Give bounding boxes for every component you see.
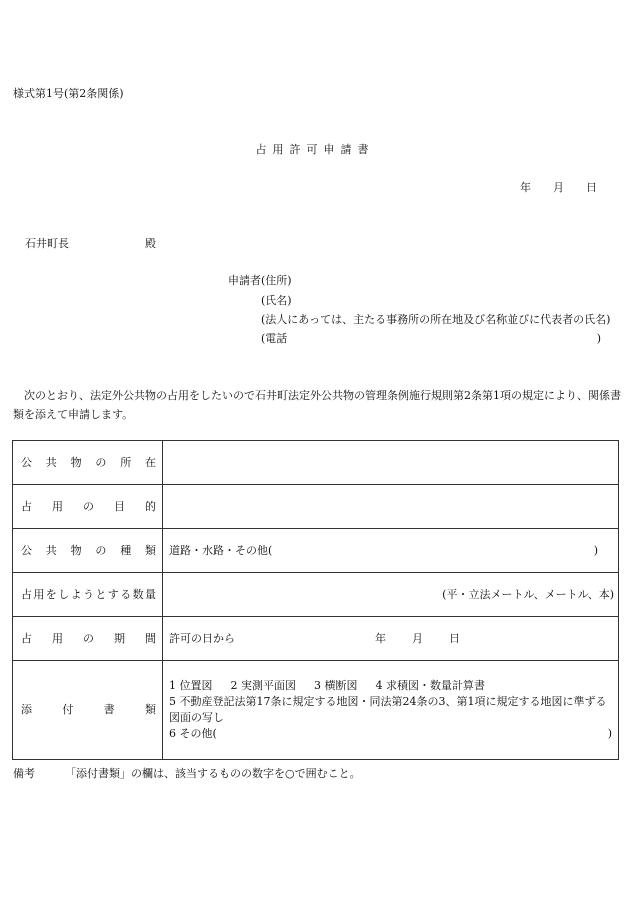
table-row [13, 661, 619, 760]
attachments-line-1 [169, 678, 612, 694]
type-close: ) [593, 543, 598, 557]
attachment-6-close: ) [607, 727, 612, 740]
attachment-item-3[interactable]: 3 横断図 [314, 679, 358, 692]
attachments-line-6 [169, 726, 612, 742]
quantity-label-cell [13, 573, 163, 617]
applicant-phone-label [261, 331, 601, 346]
applicant-name-label: (氏名) [261, 294, 292, 307]
addressee [25, 236, 156, 251]
document-title: 占用許可申請書 [255, 143, 375, 156]
phone-close: ) [596, 332, 601, 345]
remarks-note: 「添付書類」の欄は、該当するものの数字を○で囲むこと。 [65, 767, 361, 780]
form-number-label: 様式第1号(第2条関係) [13, 87, 124, 100]
attachments-label: 添付書類 [21, 703, 156, 717]
application-statement: 次のとおり、法定外公共物の占用をしたいので石井町法定外公共物の管理条例施行規則第2条第1項の規定により、関係書類を添えて申請します。 [13, 389, 621, 421]
applicant-corporation-note: (法人にあっては、主たる事務所の所在地及び名称並びに代表者の氏名) [261, 313, 611, 326]
type-label: 公共物の種類 [21, 543, 156, 557]
location-field[interactable] [163, 441, 619, 485]
period-month-label: 月 [412, 631, 423, 645]
period-label-cell [13, 617, 163, 661]
remarks [13, 766, 361, 781]
attachment-item-2[interactable]: 2 実測平面図 [230, 679, 296, 692]
table-row [13, 573, 619, 617]
applicant-address-label: 申請者(住所) [228, 274, 292, 287]
attachment-item-6[interactable]: 6 その他( [169, 727, 217, 740]
date-line [498, 180, 597, 195]
quantity-field[interactable] [163, 573, 619, 617]
addressee-name: 石井町長 [25, 237, 69, 250]
table-row [13, 485, 619, 529]
table-row [13, 441, 619, 485]
period-day-label: 日 [449, 631, 460, 645]
addressee-suffix: 殿 [145, 237, 156, 250]
period-label: 占用の期間 [21, 631, 156, 645]
quantity-label: 占用をしようとする数量 [21, 587, 156, 601]
application-form-table [12, 440, 619, 760]
period-year-label: 年 [375, 631, 386, 645]
date-day-label: 日 [586, 181, 597, 194]
table-row [13, 529, 619, 573]
period-field[interactable] [163, 617, 619, 661]
purpose-label-cell [13, 485, 163, 529]
location-label-cell [13, 441, 163, 485]
attachment-item-1[interactable]: 1 位置図 [169, 679, 213, 692]
attachment-item-4[interactable]: 4 求積図・数量計算書 [375, 679, 485, 692]
date-year-label: 年 [520, 181, 531, 194]
quantity-units: (平・立法メートル、メートル、本) [442, 587, 614, 601]
purpose-field[interactable] [163, 485, 619, 529]
attachments-label-cell [13, 661, 163, 760]
table-row [13, 617, 619, 661]
remarks-label: 備考 [13, 767, 35, 780]
attachment-item-5[interactable]: 5 不動産登記法第17条に規定する地図・同法第24条の3、第1項に規定する地図に準ずる図面の写し [169, 695, 607, 724]
location-label: 公共物の所在 [21, 455, 156, 469]
type-field[interactable] [163, 529, 619, 573]
attachments-field[interactable] [163, 661, 619, 760]
purpose-label: 占用の目的 [21, 499, 156, 513]
type-options: 道路・水路・その他( [169, 543, 273, 557]
period-from: 許可の日から [169, 631, 235, 645]
phone-open: (電話 [261, 332, 288, 345]
type-label-cell [13, 529, 163, 573]
date-month-label: 月 [553, 181, 564, 194]
